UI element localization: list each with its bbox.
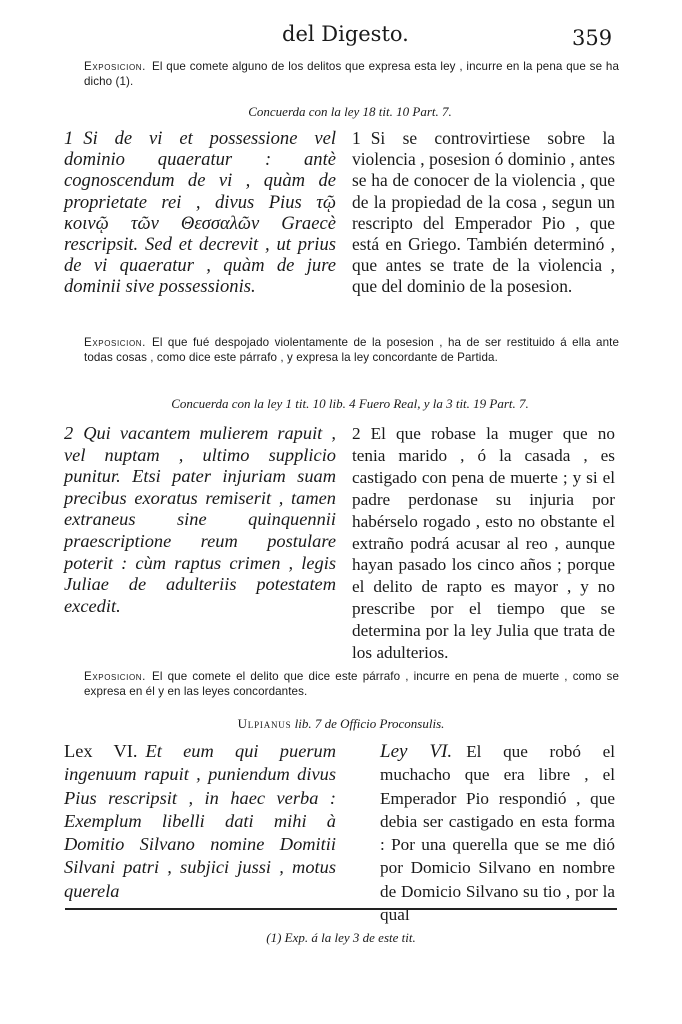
latin-text: Si de vi et possessione vel dominio quaeratur : antè cognoscendum de vi , quàm de proprietate rei , divus Pius τῷ κοινῷ τῶν Θεσσαλῶν Graecè rescripsit. Sed et decrevit , ut prius de vi quaeratur , quàm de jure dominii sive possessionis. (64, 128, 336, 298)
spanish-text: Si se controvirtiese sobre la violencia , posesion ó dominio , antes se ha de conocer de la violencia , que de la propiedad de la cosa , segun un rescripto del Emperador Pio , que está en Griego. También determinó , que antes se trate de la violencia , que del dominio de la posesion. (352, 128, 615, 297)
source-author: Ulpianus (237, 716, 292, 731)
exposition-text: El que comete el delito que dice este párrafo , incurre en pena de muerte , como se expresa en él y en las leyes concordantes. (84, 670, 619, 698)
exposition-label: Exposicion. (84, 60, 147, 73)
lex-heading: Lex VI. (64, 741, 138, 761)
source-heading (0, 716, 682, 732)
exposition-label: Exposicion. (84, 670, 147, 683)
concordance-1: Concuerda con la ley 18 tit. 10 Part. 7. (248, 104, 452, 119)
paragraph-number: 1 (352, 128, 361, 148)
paragraph-number: 1 (64, 128, 74, 149)
lex-latin-text: Et eum qui puerum ingenuum rapuit , puniendum divus Pius rescripsit , in haec verba : Exemplum libelli dati mihi à Domitio Silvano nomine Domitii Silvani patri , subjici jussi , motus querela (64, 741, 336, 901)
spanish-text: El que robase la muger que no tenia marido , ó la casada , es castigado con pena de muerte ; y si el padre perdonase su injuria por habérselo rogado , esto no obstante el extraño podrá acusar al reo , aunque hayan pasado los cinco años ; porque el delito de rapto es mayor , y no prescribe por el tiempo que se determina por la ley Julia que trata de los adulterios. (352, 424, 615, 663)
paragraph-number: 2 (352, 424, 361, 443)
concordance-2: Concuerda con la ley 1 tit. 10 lib. 4 Fuero Real, y la 3 tit. 19 Part. 7. (171, 396, 529, 411)
source-work: lib. 7 de Officio Proconsulis. (294, 716, 445, 731)
lex-spanish (380, 740, 615, 926)
exposition-label: Exposicion. (84, 336, 147, 349)
footnote: (1) Exp. á la ley 3 de este tit. (266, 930, 416, 945)
page-number: 359 (572, 26, 613, 50)
spanish-paragraph-1 (352, 128, 615, 298)
exposition-3 (84, 670, 619, 699)
latin-paragraph-2 (64, 423, 336, 617)
page-title: del Digesto. (282, 22, 409, 46)
exposition-text: El que comete alguno de los delitos que expresa esta ley , incurre en la pena que se ha dicho (1). (84, 60, 619, 88)
spanish-paragraph-2 (352, 423, 615, 664)
exposition-text: El que fué despojado violentamente de la posesion , ha de ser restituido á ella ante todas cosas , como dice este párrafo , y expresa la ley concordante de Partida. (84, 336, 619, 364)
ley-spanish-text: El que robó el muchacho que era libre , el Emperador Pio respondió , que debia ser castigado en esta forma : Por una querella que se me dió por Domicio Silvano en nombre de Domicio Silvano su tio , por la qual (380, 742, 616, 925)
footnote-rule (65, 908, 617, 910)
exposition-2 (84, 336, 619, 365)
lex-latin (64, 740, 336, 903)
ley-heading: Ley VI. (380, 741, 453, 762)
latin-paragraph-1 (64, 128, 336, 298)
exposition-1 (84, 60, 619, 89)
latin-text: Qui vacantem mulierem rapuit , vel nuptam , ultimo supplicio punitur. Etsi pater injuriam suam precibus exoratus remiserit , tamen extraneus sine quinquennii praescriptione reum postulare poterit : cùm raptus crimen , legis Juliae de adulteriis potestatem excedit. (64, 423, 336, 616)
paragraph-number: 2 (64, 423, 74, 443)
